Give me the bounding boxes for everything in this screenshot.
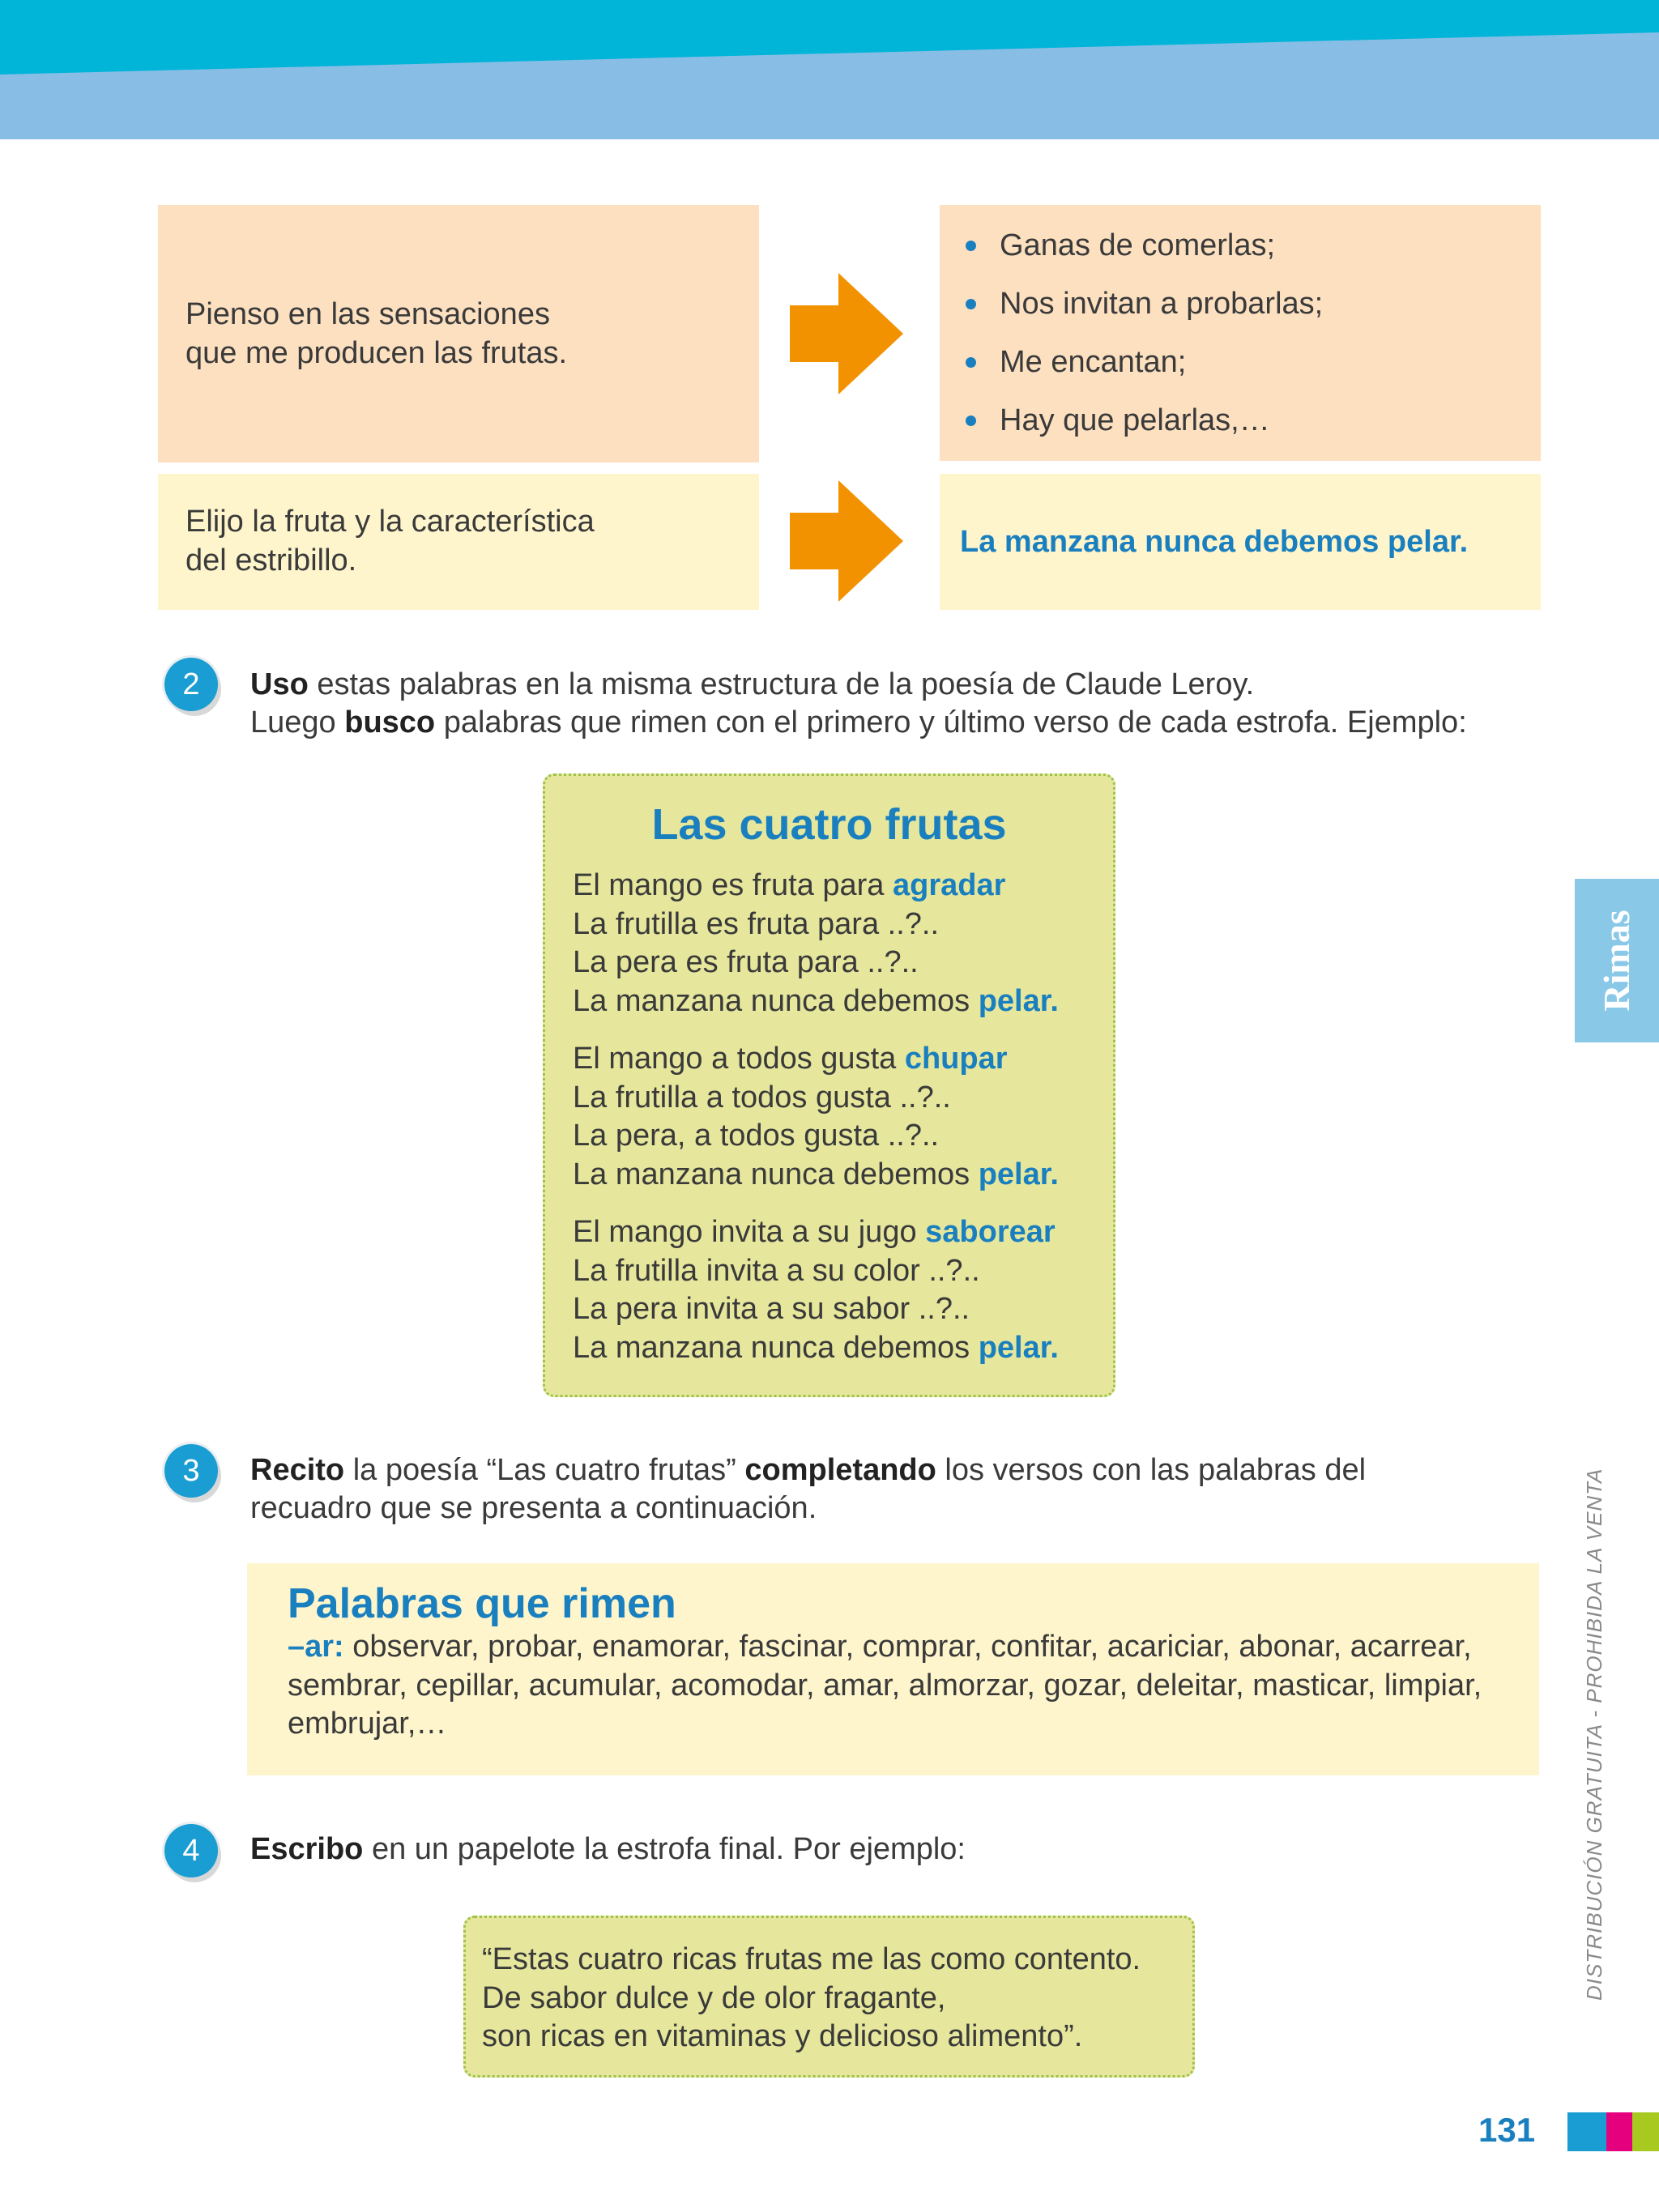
poem-line (573, 867, 1059, 906)
poem-line: La pera, a todos gusta ..?.. (573, 1119, 940, 1153)
section-tab-label: Rimas (1596, 910, 1637, 1012)
line-text: La manzana nunca debemos (573, 1330, 979, 1365)
arrow-right-icon (790, 480, 903, 602)
poem-line: La pera invita a su sabor ..?.. (573, 1292, 970, 1326)
stanza-1 (573, 867, 1059, 1021)
fruit-choice-prompt-box (158, 474, 759, 610)
poem-line: La frutilla es fruta para ..?.. (573, 906, 940, 941)
step-2-line-2: palabras que rimen con el primero y último verso de cada estrofa. Ejemplo: (435, 705, 1467, 739)
color-bar-green (1632, 2112, 1659, 2151)
list-item: Hay que pelarlas,… (940, 391, 1323, 450)
sensations-list (940, 216, 1323, 450)
step-number-2: 2 (164, 658, 218, 711)
step-2-line-2-start: Luego (250, 705, 345, 739)
line-text: La manzana nunca debemos (573, 1157, 979, 1191)
poem-box (543, 774, 1115, 1397)
step-2-verb-uso: Uso (250, 667, 309, 701)
refrain-text: La manzana nunca debemos pelar. (960, 525, 1469, 559)
step-3-line-2: recuadro que se presenta a continuación. (250, 1491, 817, 1525)
poem-line: La frutilla invita a su color ..?.. (573, 1253, 980, 1288)
step-2-line-1: estas palabras en la misma estructura de la poesía de Claude Leroy. (308, 667, 1255, 701)
step-3-instructions (250, 1451, 1366, 1528)
final-line-3: son ricas en vitaminas y delicioso alimento”. (482, 2019, 1083, 2053)
line-text: La manzana nunca debemos (573, 983, 979, 1018)
rhymes-box (247, 1563, 1539, 1775)
poem-line (573, 1040, 1059, 1079)
list-item: Me encantan; (940, 333, 1323, 391)
rhyme-word: saborear (925, 1215, 1056, 1249)
step-number-3: 3 (164, 1444, 218, 1498)
line-text: El mango invita a su jugo (573, 1215, 926, 1249)
step-2-instructions (250, 666, 1467, 742)
rhymes-word-list (288, 1628, 1519, 1744)
step-4-verb-escribo: Escribo (250, 1832, 364, 1866)
stanza-3 (573, 1213, 1059, 1367)
section-tab (1575, 879, 1659, 1042)
final-line-1: “Estas cuatro ricas frutas me las como contento. (482, 1942, 1141, 1976)
poem-line (573, 1213, 1059, 1252)
step-number-4: 4 (164, 1824, 218, 1877)
poem-line: La frutilla a todos gusta ..?.. (573, 1080, 951, 1115)
fruit-choice-line-1: Elijo la fruta y la característica (186, 505, 595, 539)
sensations-prompt-line-1: Pienso en las sensaciones (186, 297, 550, 331)
distribution-notice: DISTRIBUCIÓN GRATUITA - PROHIBIDA LA VENTA (1582, 1468, 1606, 2001)
refrain-box (940, 474, 1541, 610)
sensations-prompt-line-2: que me producen las frutas. (186, 336, 568, 370)
poem-title: Las cuatro frutas (651, 800, 1007, 849)
line-text: El mango es fruta para (573, 868, 893, 902)
rhyme-suffix: –ar: (288, 1630, 344, 1664)
color-bar-magenta (1606, 2112, 1632, 2151)
list-item: Nos invitan a probarlas; (940, 275, 1323, 333)
list-item: Ganas de comerlas; (940, 216, 1323, 275)
final-line-2: De sabor dulce y de olor fragante, (482, 1980, 946, 2015)
step-3-text-1: la poesía “Las cuatro frutas” (344, 1453, 745, 1487)
step-3-text-2: los versos con las palabras del (936, 1453, 1367, 1487)
poem-line (573, 982, 1059, 1021)
rhymes-title: Palabras que rimen (288, 1580, 676, 1627)
step-4-instructions (250, 1831, 966, 1869)
sensations-prompt-box (158, 205, 759, 462)
header-band (0, 0, 1659, 139)
poem-line (573, 1156, 1059, 1195)
rhyme-word: chupar (904, 1042, 1008, 1076)
rhyme-words: observar, probar, enamorar, fascinar, comprar, confitar, acariciar, abonar, acarrear, sembrar, cepillar, acumular, acomodar, amar, almorzar, gozar, deleitar, masticar, limpiar, embrujar,… (288, 1630, 1482, 1741)
sensations-list-box (940, 205, 1541, 461)
rhyme-word: pelar. (978, 1157, 1059, 1191)
color-bar-blue (1567, 2112, 1606, 2151)
arrow-right-icon (790, 273, 903, 394)
rhyme-word: pelar. (978, 983, 1059, 1018)
step-3-verb-recito: Recito (250, 1453, 345, 1487)
poem-line: La pera es fruta para ..?.. (573, 945, 919, 979)
step-3-verb-completando: completando (744, 1453, 936, 1487)
fruit-choice-line-2: del estribillo. (186, 543, 357, 578)
final-stanza (482, 1941, 1141, 2056)
line-text: El mango a todos gusta (573, 1042, 905, 1076)
rhyme-word: pelar. (978, 1330, 1059, 1365)
rhyme-word: agradar (893, 868, 1006, 902)
stanza-2 (573, 1040, 1059, 1194)
page-number: 131 (1478, 2111, 1536, 2149)
final-stanza-box (463, 1916, 1195, 2078)
step-4-text: en un papelote la estrofa final. Por ejemplo: (363, 1832, 966, 1866)
poem-line (573, 1329, 1059, 1368)
step-2-verb-busco: busco (344, 705, 436, 739)
